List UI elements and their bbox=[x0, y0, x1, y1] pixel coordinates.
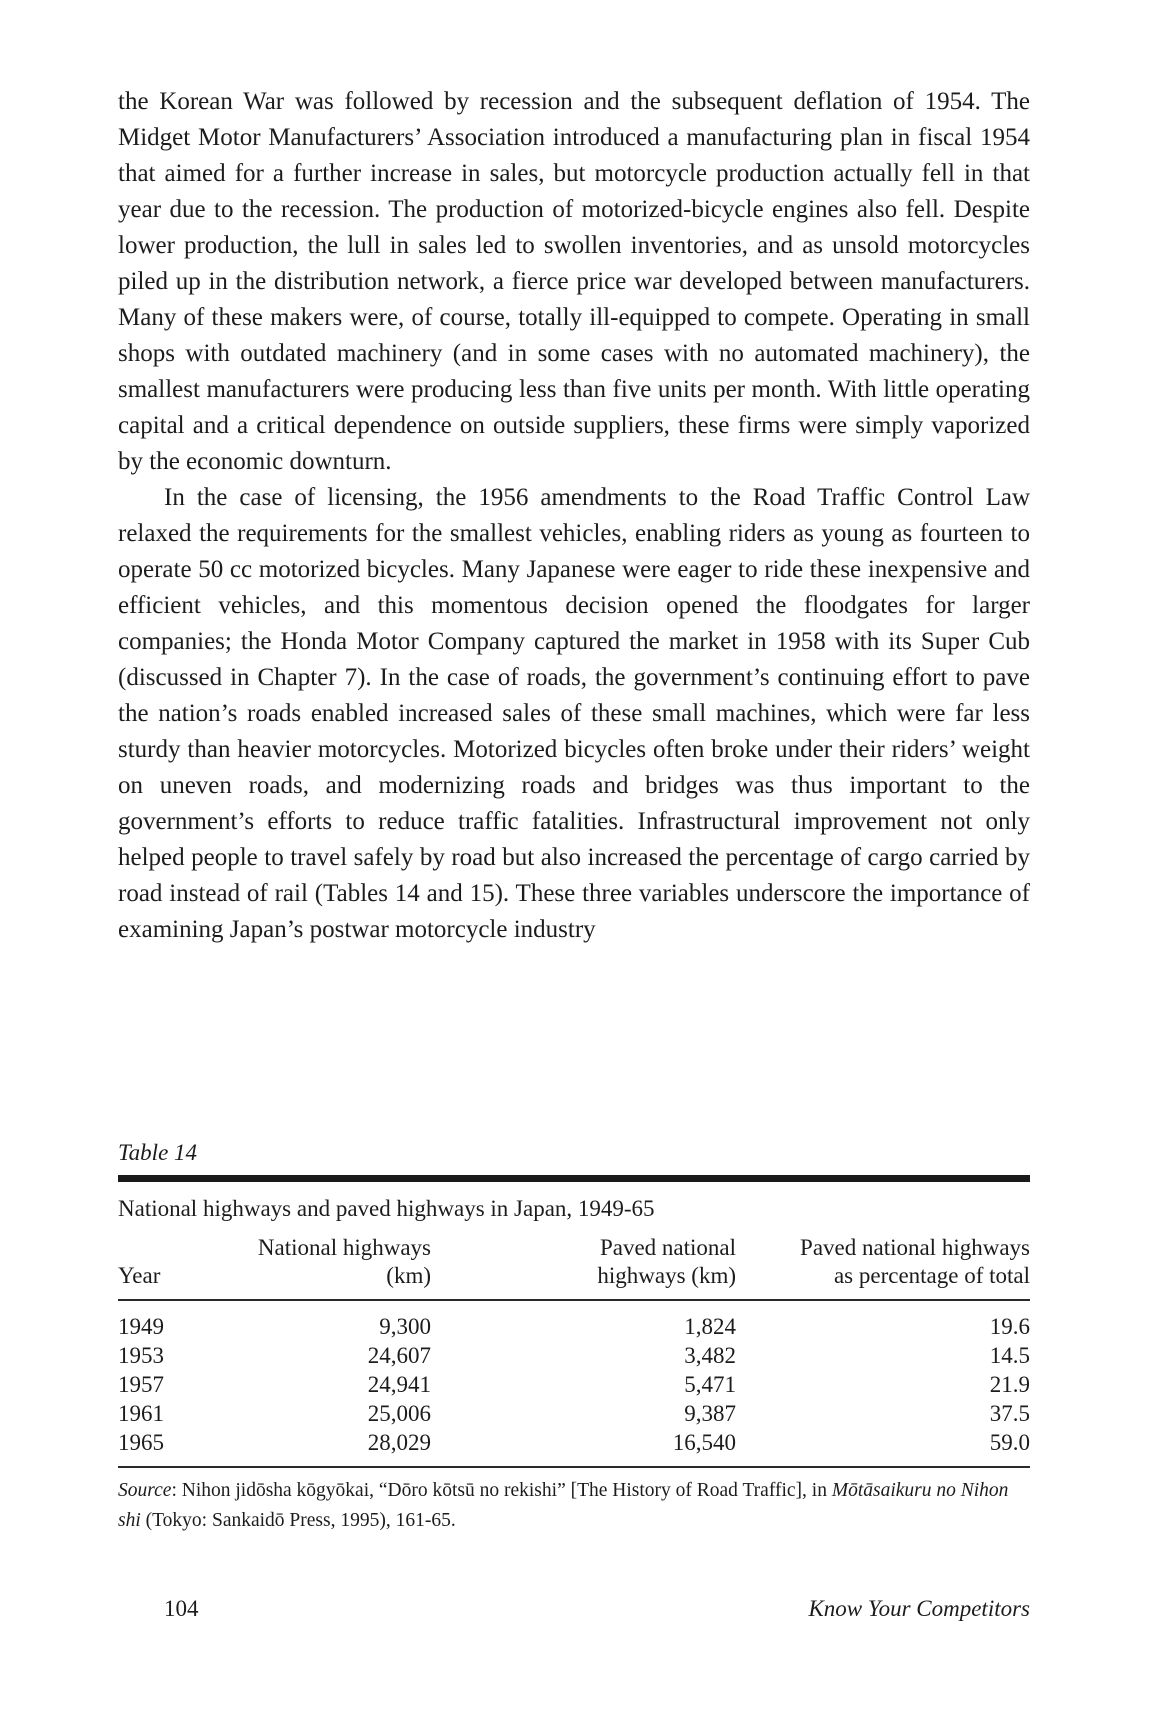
paragraph-1: the Korean War was followed by recession and the subsequent deflation of 1954. The Midget Motor Manufacturers’ Association introduced a manufacturing plan in fiscal 1954 that aimed for a further increase in sales, but motorcycle production actually fell in that year due to the recession. The production of motorized-bicycle engines also fell. Despite lower production, the lull in sales led to swollen inventories, and as unsold motorcycles piled up in the distribution network, a fierce price war developed between manufacturers. Many of these makers were, of course, totally ill-equipped to compete. Operating in small shops with outdated machinery (and in some cases with no automated machinery), the smallest manufacturers were producing less than five units per month. With little operating capital and a critical dependence on outside suppliers, these firms were simply vaporized by the economic downturn. bbox=[118, 88, 1030, 475]
cell-national-km: 24,941 bbox=[367, 1372, 431, 1397]
cell-paved-km: 16,540 bbox=[431, 1428, 736, 1467]
header-paved-line2: highways (km) bbox=[597, 1263, 736, 1288]
cell-paved-km: 5,471 bbox=[684, 1372, 736, 1397]
cell-percentage: 59.0 bbox=[736, 1428, 1030, 1467]
highways-table bbox=[118, 1234, 1030, 1468]
table-source-note bbox=[118, 1476, 1030, 1536]
header-paved-line1: Paved national bbox=[599, 1235, 736, 1260]
table-caption: National highways and paved highways in Japan, 1949-65 bbox=[118, 1196, 655, 1221]
table-label: Table 14 bbox=[118, 1140, 198, 1165]
header-percentage bbox=[736, 1234, 1030, 1300]
cell-percentage: 21.9 bbox=[989, 1372, 1030, 1397]
header-percentage-line2: as percentage of total bbox=[833, 1263, 1030, 1288]
source-text-2: (Tokyo: Sankaidō Press, 1995), 161-65. bbox=[140, 1510, 456, 1531]
cell-year: 1953 bbox=[118, 1343, 164, 1368]
table-row bbox=[118, 1300, 1030, 1341]
paragraph-2: In the case of licensing, the 1956 amendments to the Road Traffic Control Law relaxed the requirements for the smallest vehicles, enabling riders as young as fourteen to operate 50 cc motorized bicycles. Many Japanese were eager to ride these inexpensive and efficient vehicles, and this momentous decision opened the floodgates for larger companies; the Honda Motor Company captured the market in 1958 with its Super Cub (discussed in Chapter 7). In the case of roads, the government’s continuing effort to pave the nation’s roads enabled increased sales of these small machines, which were far less sturdy than heavier motorcycles. Motorized bicycles often broke under their riders’ weight on uneven roads, and modernizing roads and bridges was thus important to the government’s efforts to reduce traffic fatalities. Infrastructural improvement not only helped people to travel safely by road but also increased the percentage of cargo carried by road instead of rail (Tables 14 and 15). These three variables underscore the importance of examining Japan’s postwar motorcycle industry bbox=[118, 484, 1030, 943]
cell-year: 1949 bbox=[118, 1314, 164, 1339]
cell-paved-km: 9,387 bbox=[684, 1401, 736, 1426]
cell-percentage: 14.5 bbox=[989, 1343, 1030, 1368]
source-label: Source bbox=[118, 1480, 172, 1501]
running-head: Know Your Competitors bbox=[808, 1596, 1030, 1621]
body-text-block bbox=[118, 84, 1030, 948]
source-text-1: : Nihon jidōsha kōgyōkai, “Dōro kōtsū no rekishi” [The History of Road Traffic], in bbox=[171, 1480, 832, 1501]
cell-year: 1965 bbox=[118, 1428, 238, 1467]
header-national-line2: (km) bbox=[386, 1263, 431, 1288]
table-14-section bbox=[118, 1140, 1030, 1536]
table-body bbox=[118, 1300, 1030, 1467]
header-percentage-line1: Paved national highways bbox=[800, 1235, 1030, 1260]
header-row bbox=[118, 1234, 1030, 1300]
header-paved-highways bbox=[431, 1234, 736, 1300]
cell-paved-km: 3,482 bbox=[684, 1343, 736, 1368]
table-row bbox=[118, 1428, 1030, 1467]
cell-year: 1957 bbox=[118, 1372, 164, 1397]
cell-paved-km: 1,824 bbox=[684, 1314, 736, 1339]
cell-percentage: 19.6 bbox=[989, 1314, 1030, 1339]
cell-national-km: 28,029 bbox=[238, 1428, 431, 1467]
table-row bbox=[118, 1370, 1030, 1399]
header-year-line2: Year bbox=[118, 1263, 161, 1288]
table-header bbox=[118, 1234, 1030, 1300]
cell-national-km: 25,006 bbox=[367, 1401, 431, 1426]
table-row bbox=[118, 1399, 1030, 1428]
page-footer bbox=[118, 1596, 1030, 1622]
cell-national-km: 9,300 bbox=[379, 1314, 431, 1339]
header-national-highways bbox=[238, 1234, 431, 1300]
table-top-rule bbox=[118, 1175, 1030, 1182]
page-number: 104 bbox=[164, 1596, 199, 1621]
source-book-title: Mōtāsaikuru no Nihon shi bbox=[118, 1480, 1009, 1531]
cell-year: 1961 bbox=[118, 1401, 164, 1426]
cell-national-km: 24,607 bbox=[367, 1343, 431, 1368]
table-row bbox=[118, 1341, 1030, 1370]
header-year bbox=[118, 1234, 238, 1300]
header-national-line1: National highways bbox=[257, 1235, 431, 1260]
cell-percentage: 37.5 bbox=[989, 1401, 1030, 1426]
